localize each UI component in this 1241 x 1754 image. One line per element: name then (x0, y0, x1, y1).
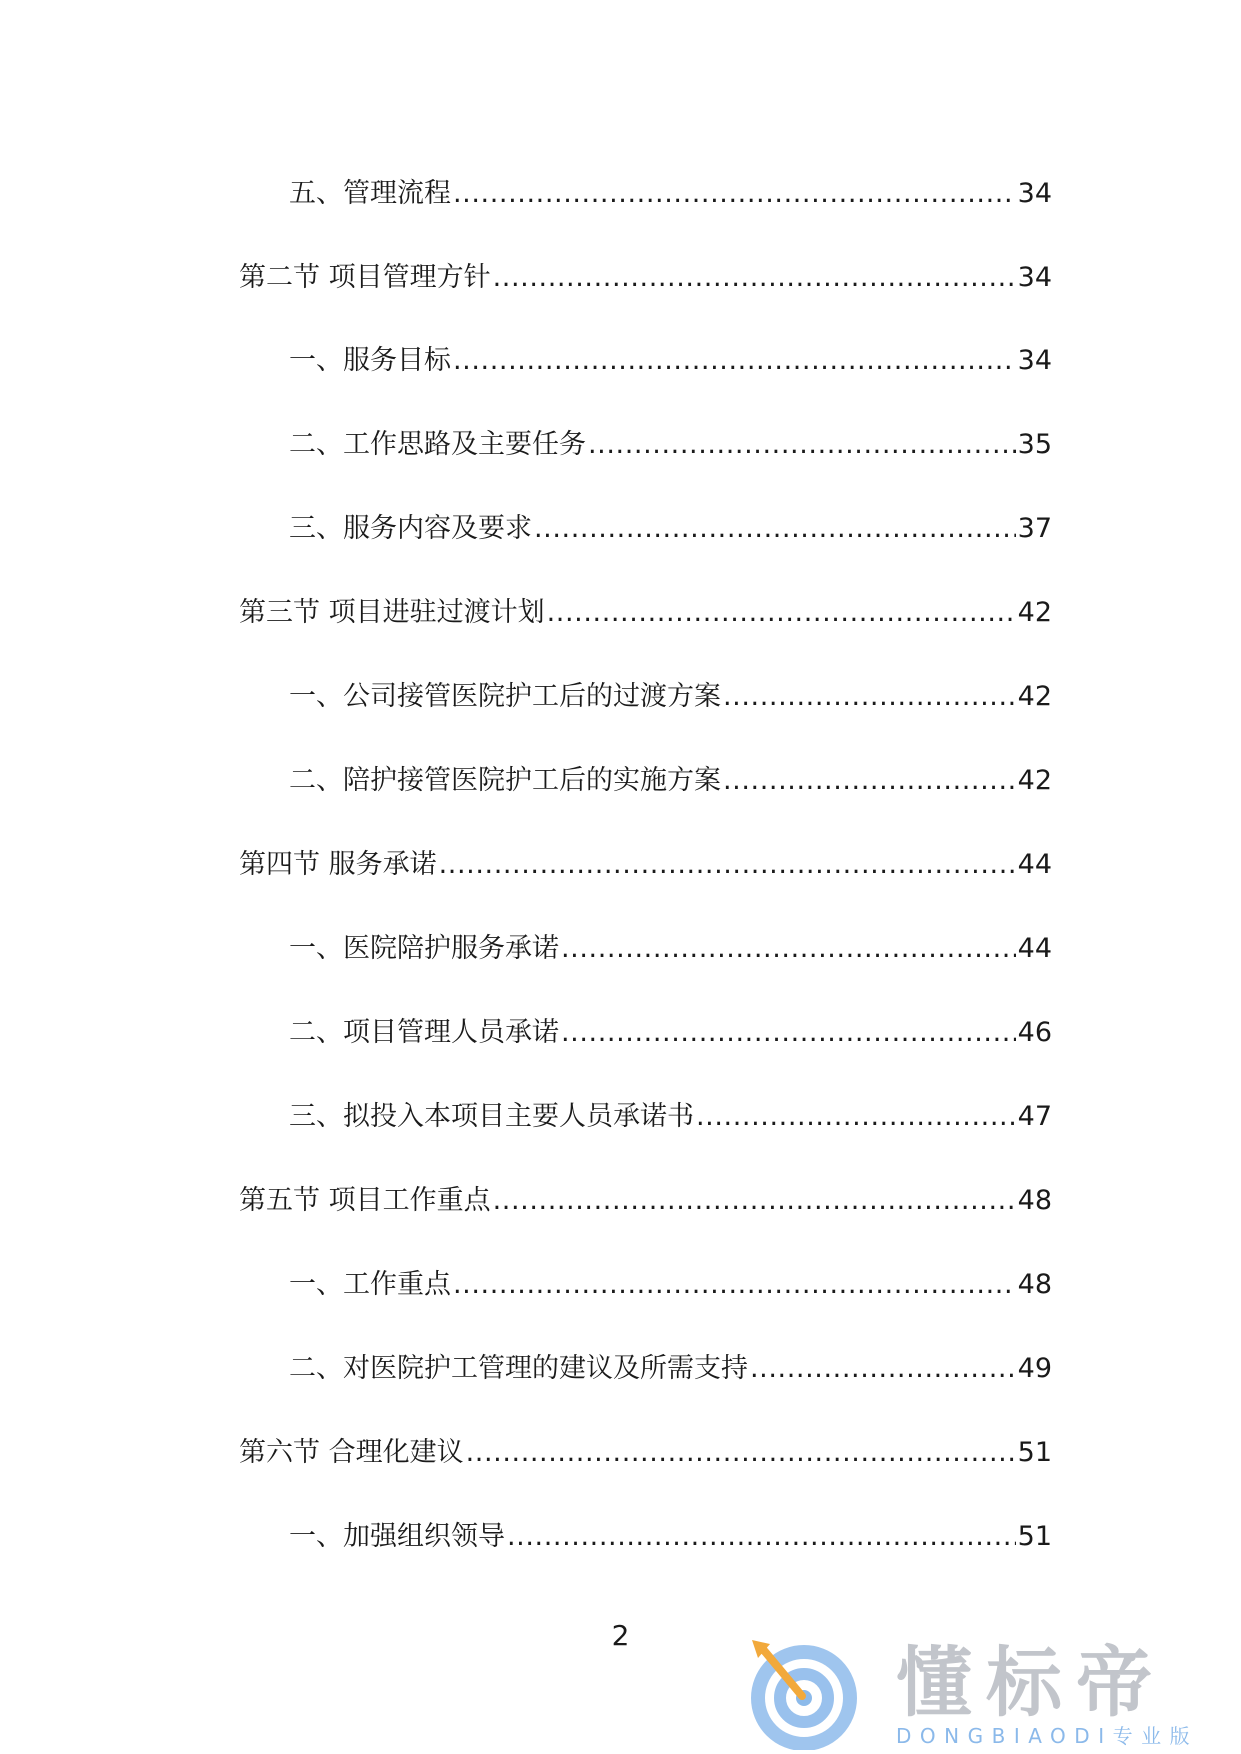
toc-entry-title: 第五节 项目工作重点 (239, 1185, 491, 1216)
toc-leader-dots (439, 847, 1016, 883)
toc-leader-dots (723, 763, 1016, 799)
watermark-brand: 懂标帝 (896, 1638, 1166, 1727)
toc-leader-dots (547, 595, 1016, 631)
toc-entry-title: 二、项目管理人员承诺 (289, 1017, 559, 1048)
toc-entry[interactable] (289, 1015, 1052, 1051)
toc-entry-page: 34 (1017, 262, 1052, 293)
toc-entry-page: 42 (1017, 765, 1052, 796)
toc-entry-page: 44 (1017, 933, 1052, 964)
toc-entry[interactable] (289, 176, 1052, 212)
toc-entry-title: 二、工作思路及主要任务 (289, 429, 586, 460)
toc-leader-dots (561, 931, 1016, 967)
toc-entry-page: 35 (1017, 429, 1052, 460)
toc-entry-title: 一、加强组织领导 (289, 1521, 505, 1552)
toc-section-entry[interactable] (239, 595, 1052, 631)
toc-leader-dots (723, 679, 1016, 715)
toc-entry-page: 48 (1017, 1269, 1052, 1300)
toc-leader-dots (453, 1267, 1016, 1303)
page-number: 2 (611, 1619, 630, 1652)
toc-entry[interactable] (289, 763, 1052, 799)
toc-entry-title: 五、管理流程 (289, 178, 451, 209)
toc-entry[interactable] (289, 679, 1052, 715)
toc-entry-title: 第四节 服务承诺 (239, 849, 437, 880)
toc-entry-title: 第二节 项目管理方针 (239, 262, 491, 293)
toc-entry[interactable] (289, 931, 1052, 967)
toc-entry-title: 三、服务内容及要求 (289, 513, 532, 544)
toc-entry-page: 34 (1017, 178, 1052, 209)
toc-entry[interactable] (289, 427, 1052, 463)
toc-entry-page: 48 (1017, 1185, 1052, 1216)
toc-entry-page: 34 (1017, 345, 1052, 376)
toc-section-entry[interactable] (239, 1183, 1052, 1219)
toc-entry[interactable] (289, 1519, 1052, 1555)
toc-entry[interactable] (289, 1099, 1052, 1135)
toc-leader-dots (453, 176, 1016, 212)
toc-section-entry[interactable] (239, 847, 1052, 883)
toc-entry[interactable] (289, 1267, 1052, 1303)
toc-section-entry[interactable] (239, 260, 1052, 296)
toc-entry-title: 一、公司接管医院护工后的过渡方案 (289, 681, 721, 712)
toc-entry-title: 一、服务目标 (289, 345, 451, 376)
toc-leader-dots (493, 260, 1016, 296)
toc-leader-dots (493, 1183, 1016, 1219)
toc-entry-title: 第三节 项目进驻过渡计划 (239, 597, 545, 628)
watermark-subtitle: DONGBIAODI专业版 (896, 1724, 1199, 1748)
toc-leader-dots (534, 511, 1016, 547)
toc-leader-dots (696, 1099, 1016, 1135)
toc-section-entry[interactable] (239, 1435, 1052, 1471)
toc-entry-page: 44 (1017, 849, 1052, 880)
toc-leader-dots (561, 1015, 1016, 1051)
target-logo-icon (744, 1638, 884, 1750)
toc-entry-title: 第六节 合理化建议 (239, 1437, 464, 1468)
toc-leader-dots (453, 343, 1016, 379)
toc-leader-dots (507, 1519, 1016, 1555)
toc-entry[interactable] (289, 343, 1052, 379)
toc-entry-page: 49 (1017, 1353, 1052, 1384)
toc-leader-dots (588, 427, 1016, 463)
toc-entry-title: 一、医院陪护服务承诺 (289, 933, 559, 964)
toc-entry-title: 三、拟投入本项目主要人员承诺书 (289, 1101, 694, 1132)
toc-leader-dots (750, 1351, 1016, 1387)
toc-entry-page: 47 (1017, 1101, 1052, 1132)
toc-entry-title: 二、对医院护工管理的建议及所需支持 (289, 1353, 748, 1384)
toc-entry-page: 51 (1017, 1521, 1052, 1552)
toc-entry-title: 二、陪护接管医院护工后的实施方案 (289, 765, 721, 796)
toc-entry[interactable] (289, 1351, 1052, 1387)
toc-entry-page: 42 (1017, 597, 1052, 628)
toc-entry-page: 51 (1017, 1437, 1052, 1468)
toc-entry[interactable] (289, 511, 1052, 547)
toc-entry-page: 46 (1017, 1017, 1052, 1048)
toc-entry-title: 一、工作重点 (289, 1269, 451, 1300)
watermark (744, 1638, 1224, 1750)
toc-leader-dots (466, 1435, 1016, 1471)
toc-entry-page: 37 (1017, 513, 1052, 544)
toc-entry-page: 42 (1017, 681, 1052, 712)
